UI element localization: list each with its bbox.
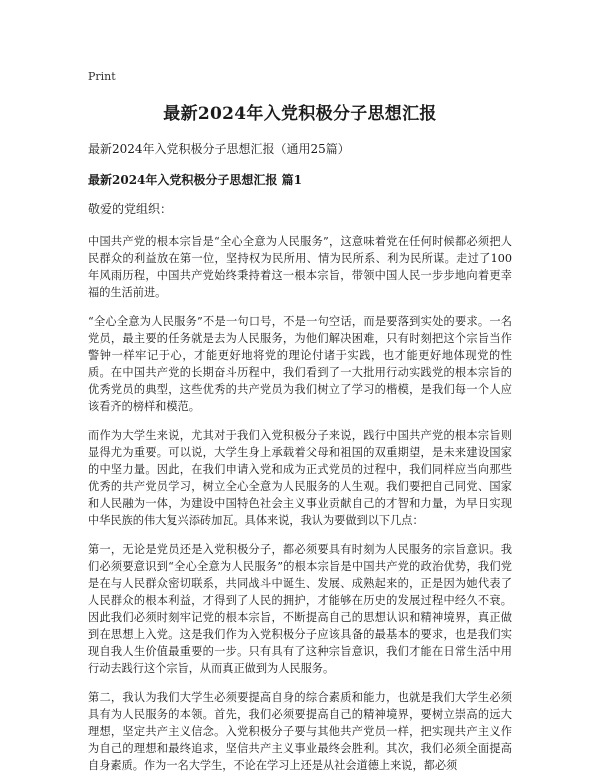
paragraph-4: 第一，无论是党员还是入党积极分子，都必须要具有时刻为人民服务的宗旨意识。我们必须要意识到“全心全意为人民服务”的根本宗旨是中国共产党的政治优势，我们党是在与人民群众密切联系，共同战斗中诞生、发展、成熟起来的，正是因为她代表了人民群众的根本利益，才得到了人民的拥护，才能够在历史的发展过程中经久不衰。因此我们必须时刻牢记党的根本宗旨，不断提高自己的思想认识和精神境界，真正做到在思想上入党。这是我们作为入党积极分子应该具备的最基本的要求，也是我们实现自我人生价值最重要的一步。只有具有了这种宗旨意识，我们才能在日常生活中用行动去践行这个宗旨，从而真正做到为人民服务。 bbox=[88, 543, 512, 675]
document-subtitle: 最新2024年入党积极分子思想汇报（通用25篇） bbox=[88, 142, 350, 156]
paragraph-2: “全心全意为人民服务”不是一句口号，不是一句空话，而是要落到实处的要求。一名党员，最主要的任务就是去为人民服务，为他们解决困难，只有时刻把这个宗旨当作警钟一样牢记于心，才能更好地将党的理论付诸于实践，也才能更好地体现党的性质。在中国共产党的长期奋斗历程中，我们看到了一大批用行动实践党的根本宗旨的优秀党员的典型，这些优秀的共产党员为我们树立了学习的楷模，是我们每一个人应该看齐的榜样和模范。 bbox=[88, 315, 512, 413]
print-link[interactable]: Print bbox=[88, 70, 116, 83]
section-heading: 最新2024年入党积极分子思想汇报 篇1 bbox=[88, 173, 302, 187]
paragraph-1: 中国共产党的根本宗旨是“全心全意为人民服务”，这意味着党在任何时候都必须把人民群众的利益放在第一位，坚持权为民所用、情为民所系、利为民所谋。走过了100年风雨历程，中国共产党始终秉持着这一根本宗旨，带领中国人民一步步地向着更幸福的生活前进。 bbox=[88, 235, 512, 299]
paragraph-5: 第二，我认为我们大学生必须要提高自身的综合素质和能力，也就是我们大学生必须具有为人民服务的本领。首先，我们必须要提高自己的精神境界，要树立崇高的远大理想，坚定共产主义信念。入党积极分子要与其他共产党员一样，把实现共产主义作为自己的理想和最终追求，坚信共产主义事业最终会胜利。其次，我们必须全面提高自身素质。作为一名大学生，不论在学习上还是从社会道德上来说，都必须 bbox=[88, 691, 512, 772]
paragraph-3: 而作为大学生来说，尤其对于我们入党积极分子来说，践行中国共产党的根本宗旨则显得尤为重要。可以说，大学生身上承载着父母和祖国的双重期望，是未来建设国家的中坚力量。因此，在我们申请入党和成为正式党员的过程中，我们同样应当向那些优秀的共产党员学习，树立全心全意为人民服务的人生观。我们要把自己同党、国家和人民融为一体，为建设中国特色社会主义事业贡献自己的才智和力量，为早日实现中华民族的伟大复兴添砖加瓦。具体来说，我认为要做到以下几点： bbox=[88, 429, 512, 527]
greeting: 敬爱的党组织： bbox=[88, 202, 173, 216]
document-title: 最新2024年入党积极分子思想汇报 bbox=[163, 104, 437, 124]
